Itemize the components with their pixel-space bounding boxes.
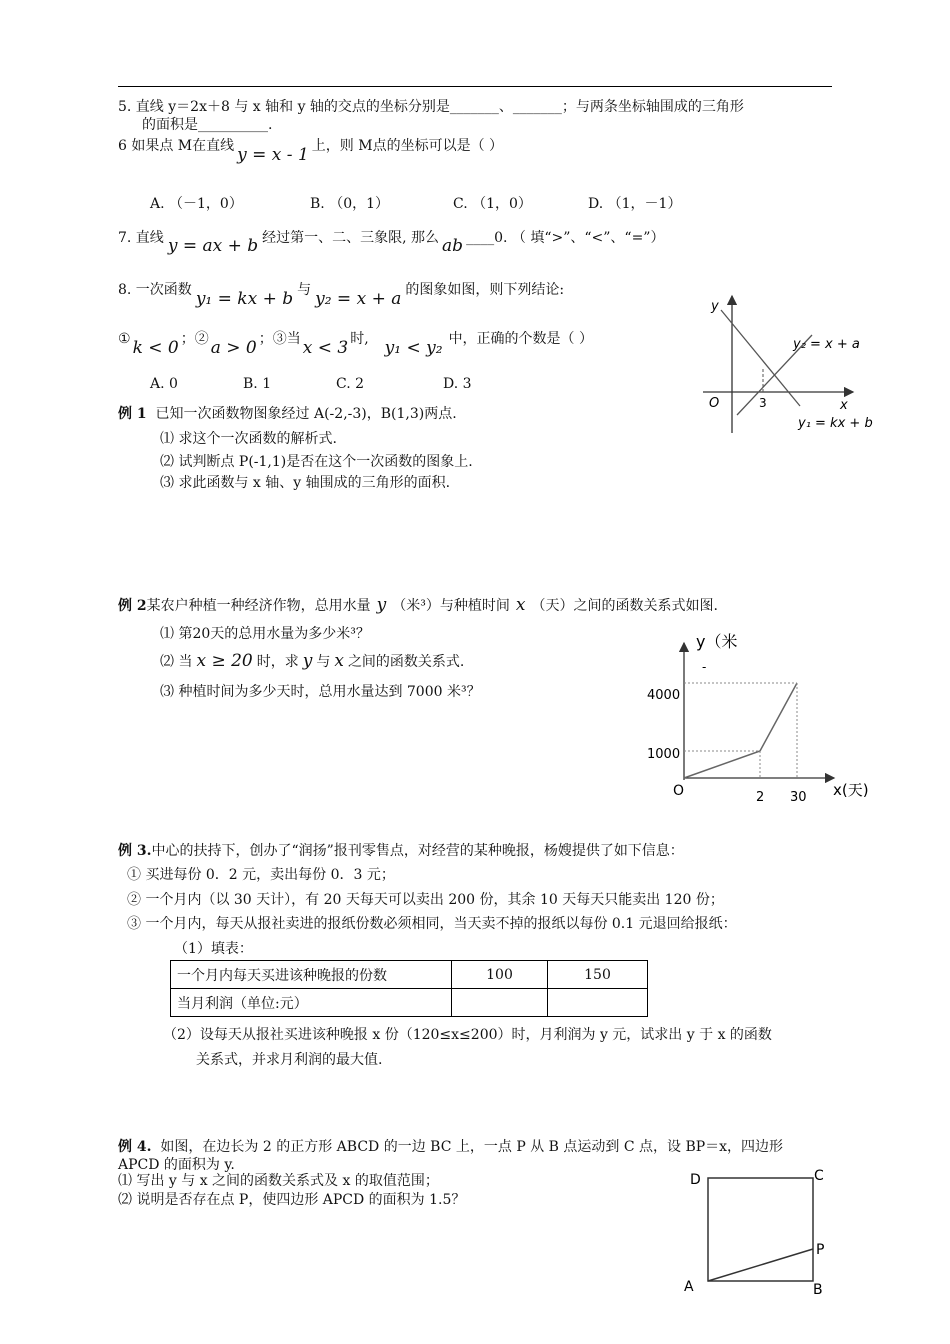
ex4-label-d: D	[690, 1172, 701, 1188]
q8-tick-3: 3	[759, 396, 767, 410]
q8-conditions	[118, 328, 594, 358]
ex1-item-1: ⑴ 求这个一次函数的解析式.	[160, 431, 337, 447]
q6-pre: 6 如果点 M在直线	[118, 138, 235, 154]
table-cell: 150	[548, 961, 648, 989]
q7-math2: ab	[442, 236, 464, 256]
ex2-item2-x: x	[334, 651, 344, 671]
table-cell: 100	[452, 961, 548, 989]
ex3-item-1: ① 买进每份 0．2 元，卖出每份 0．3 元；	[127, 867, 395, 883]
q8-graph	[695, 288, 890, 438]
table-row	[171, 989, 648, 1017]
q8-c2-math: a > 0	[210, 338, 257, 358]
ex3-title: 例 3.	[118, 843, 152, 859]
ex4-title: 例 4.	[118, 1139, 152, 1155]
ex2-label-x30: 30	[790, 790, 807, 805]
table-cell	[452, 989, 548, 1017]
ex2-origin: O	[673, 783, 685, 799]
ex3-table	[170, 960, 648, 1017]
q8-c3-mark: ；③当	[258, 331, 301, 347]
q8-option-a: A. 0	[150, 376, 178, 392]
ex4-line2: APCD 的面积为 y.	[118, 1157, 235, 1173]
q8-math1: y₁ = kx + b	[195, 289, 294, 309]
ex2-stem	[118, 595, 718, 615]
ex4-segment-ap	[708, 1249, 813, 1281]
q8-option-c: C. 2	[336, 376, 365, 392]
ex2-item2-math: x ≥ 20	[196, 651, 253, 671]
ex2-var-y: y	[376, 595, 387, 615]
q6-option-a: A. （－1，0）	[150, 196, 243, 212]
q6-option-d: D. （1，－1）	[588, 196, 682, 212]
q8-stem	[118, 279, 565, 309]
ex2-var-x: x	[515, 595, 526, 615]
ex2-item2-c: 与	[316, 654, 331, 670]
q8-y-label: y	[711, 299, 719, 314]
q7-stem	[118, 227, 665, 256]
ex2-graph	[640, 625, 890, 805]
ex2-item-2	[160, 651, 464, 671]
q8-c4-post: 中，正确的个数是（ ）	[448, 331, 594, 347]
ex2-label-1000: 1000	[647, 747, 681, 762]
ex2-text-a: 某农户种植一种经济作物，总用水量	[146, 598, 371, 614]
table-row	[171, 961, 648, 989]
header-rule	[118, 86, 832, 87]
ex1-stem	[118, 403, 457, 423]
ex2-item2-d: 之间的函数关系式.	[347, 654, 465, 670]
table-cell: 一个月内每天买进该种晚报的份数	[171, 961, 452, 989]
ex4-label-a: A	[684, 1279, 694, 1295]
q6-post: 上，则 M点的坐标可以是（ ）	[311, 138, 504, 154]
ex4-item-2: ⑵ 说明是否存在点 P，使四边形 APCD 的面积为 1.5？	[118, 1192, 466, 1208]
ex2-item-1: ⑴ 第20天的总用水量为多少米³？	[160, 626, 370, 642]
ex3-item-2: ② 一个月内（以 30 天计），有 20 天每天可以卖出 200 份，其余 10 天每天只能卖出 120 份；	[127, 892, 724, 908]
ex2-item2-b: 时，求	[256, 654, 299, 670]
q6-stem	[118, 135, 504, 165]
q8-line2-label: y₂ = x + a	[793, 337, 860, 352]
q6-math: y = x - 1	[237, 145, 309, 165]
ex2-label-4000: 4000	[647, 688, 681, 703]
ex1-text: 已知一次函数物图象经过 A(-2,-3)，B(1,3)两点.	[155, 406, 457, 422]
ex3-fill-label: （1）填表：	[174, 941, 253, 957]
table-cell	[548, 989, 648, 1017]
q8-c4-math: y₁ < y₂	[384, 338, 443, 358]
q8-line1-label: y₁ = kx + b	[798, 416, 873, 431]
q8-mid: 与	[297, 282, 312, 298]
ex4-figure	[680, 1160, 840, 1300]
ex2-dash: -	[702, 660, 707, 674]
q8-c2-mark: ；②	[180, 331, 209, 347]
q7-post: ____0. （ 填“>”、“<”、“=”）	[466, 230, 665, 246]
ex4-text: 如图，在边长为 2 的正方形 ABCD 的一边 BC 上，一点 P 从 B 点运动到 C 点，设 BP＝x，四边形	[160, 1139, 784, 1155]
ex3-stem	[118, 840, 684, 860]
q8-c3-math: x < 3	[302, 338, 349, 358]
q8-x-label: x	[840, 398, 848, 413]
ex1-item-3: ⑶ 求此函数与 x 轴、y 轴围成的三角形的面积.	[160, 475, 451, 491]
ex3-item-3: ③ 一个月内，每天从报社卖进的报纸份数必须相同，当天卖不掉的报纸以每份 0.1 元退回给报纸：	[127, 916, 737, 932]
q7-math1: y = ax + b	[167, 236, 259, 256]
ex3-q2-line2: 关系式，并求月利润的最大值.	[196, 1052, 383, 1068]
ex3-q2-line1: （2）设每天从报社买进该种晚报 x 份（120≤x≤200）时，月利润为 y 元，试求出 y 于 x 的函数	[163, 1027, 772, 1043]
q8-post: 的图象如图，则下列结论:	[405, 282, 565, 298]
ex2-item2-y: y	[302, 651, 313, 671]
q7-pre: 7. 直线	[118, 230, 164, 246]
ex2-y-label: y（米	[696, 632, 738, 651]
q8-c3-post: 时,	[350, 331, 369, 347]
ex2-item2-a: ⑵ 当	[160, 654, 193, 670]
ex4-label-b: B	[813, 1282, 823, 1298]
q8-option-b: B. 1	[243, 376, 272, 392]
ex2-item-3: ⑶ 种植时间为多少天时，总用水量达到 7000 米³？	[160, 684, 481, 700]
ex4-label-c: C	[814, 1168, 824, 1184]
q8-origin: O	[709, 396, 720, 411]
q8-c1-math: k < 0	[132, 338, 179, 358]
ex4-line1	[118, 1136, 783, 1156]
q5-line1: 5. 直线 y＝2x＋8 与 x 轴和 y 轴的交点的坐标分别是_______、_______；与两条坐标轴围成的三角形	[118, 99, 744, 115]
q6-option-c: C. （1，0）	[453, 196, 532, 212]
ex2-text-c: （天）之间的函数关系式如图.	[531, 598, 718, 614]
ex1-title: 例 1	[118, 406, 147, 422]
q5-line2: 的面积是__________.	[142, 117, 273, 133]
ex2-x-label: x(天)	[833, 781, 869, 799]
ex2-text-b: （米³）与种植时间	[392, 598, 510, 614]
ex3-intro: 中心的扶持下，创办了“润扬”报刊零售点，对经营的某种晚报，杨嫂提供了如下信息：	[151, 843, 684, 859]
ex4-item-1: ⑴ 写出 y 与 x 之间的函数关系式及 x 的取值范围；	[118, 1173, 439, 1189]
ex2-polyline	[684, 683, 797, 778]
ex1-item-2: ⑵ 试判断点 P(-1,1)是否在这个一次函数的图象上.	[160, 454, 473, 470]
ex2-title: 例 2	[118, 598, 147, 614]
q6-option-b: B. （0，1）	[310, 196, 390, 212]
q8-option-d: D. 3	[443, 376, 472, 392]
ex4-label-p: P	[816, 1242, 825, 1258]
q8-pre: 8. 一次函数	[118, 282, 192, 298]
q7-mid: 经过第一、二、三象限, 那么	[262, 230, 440, 246]
table-cell: 当月利润（单位:元）	[171, 989, 452, 1017]
ex2-label-x20: 2	[756, 790, 765, 805]
q8-c1-mark: ①	[118, 331, 131, 347]
q8-math2: y₂ = x + a	[315, 289, 402, 309]
